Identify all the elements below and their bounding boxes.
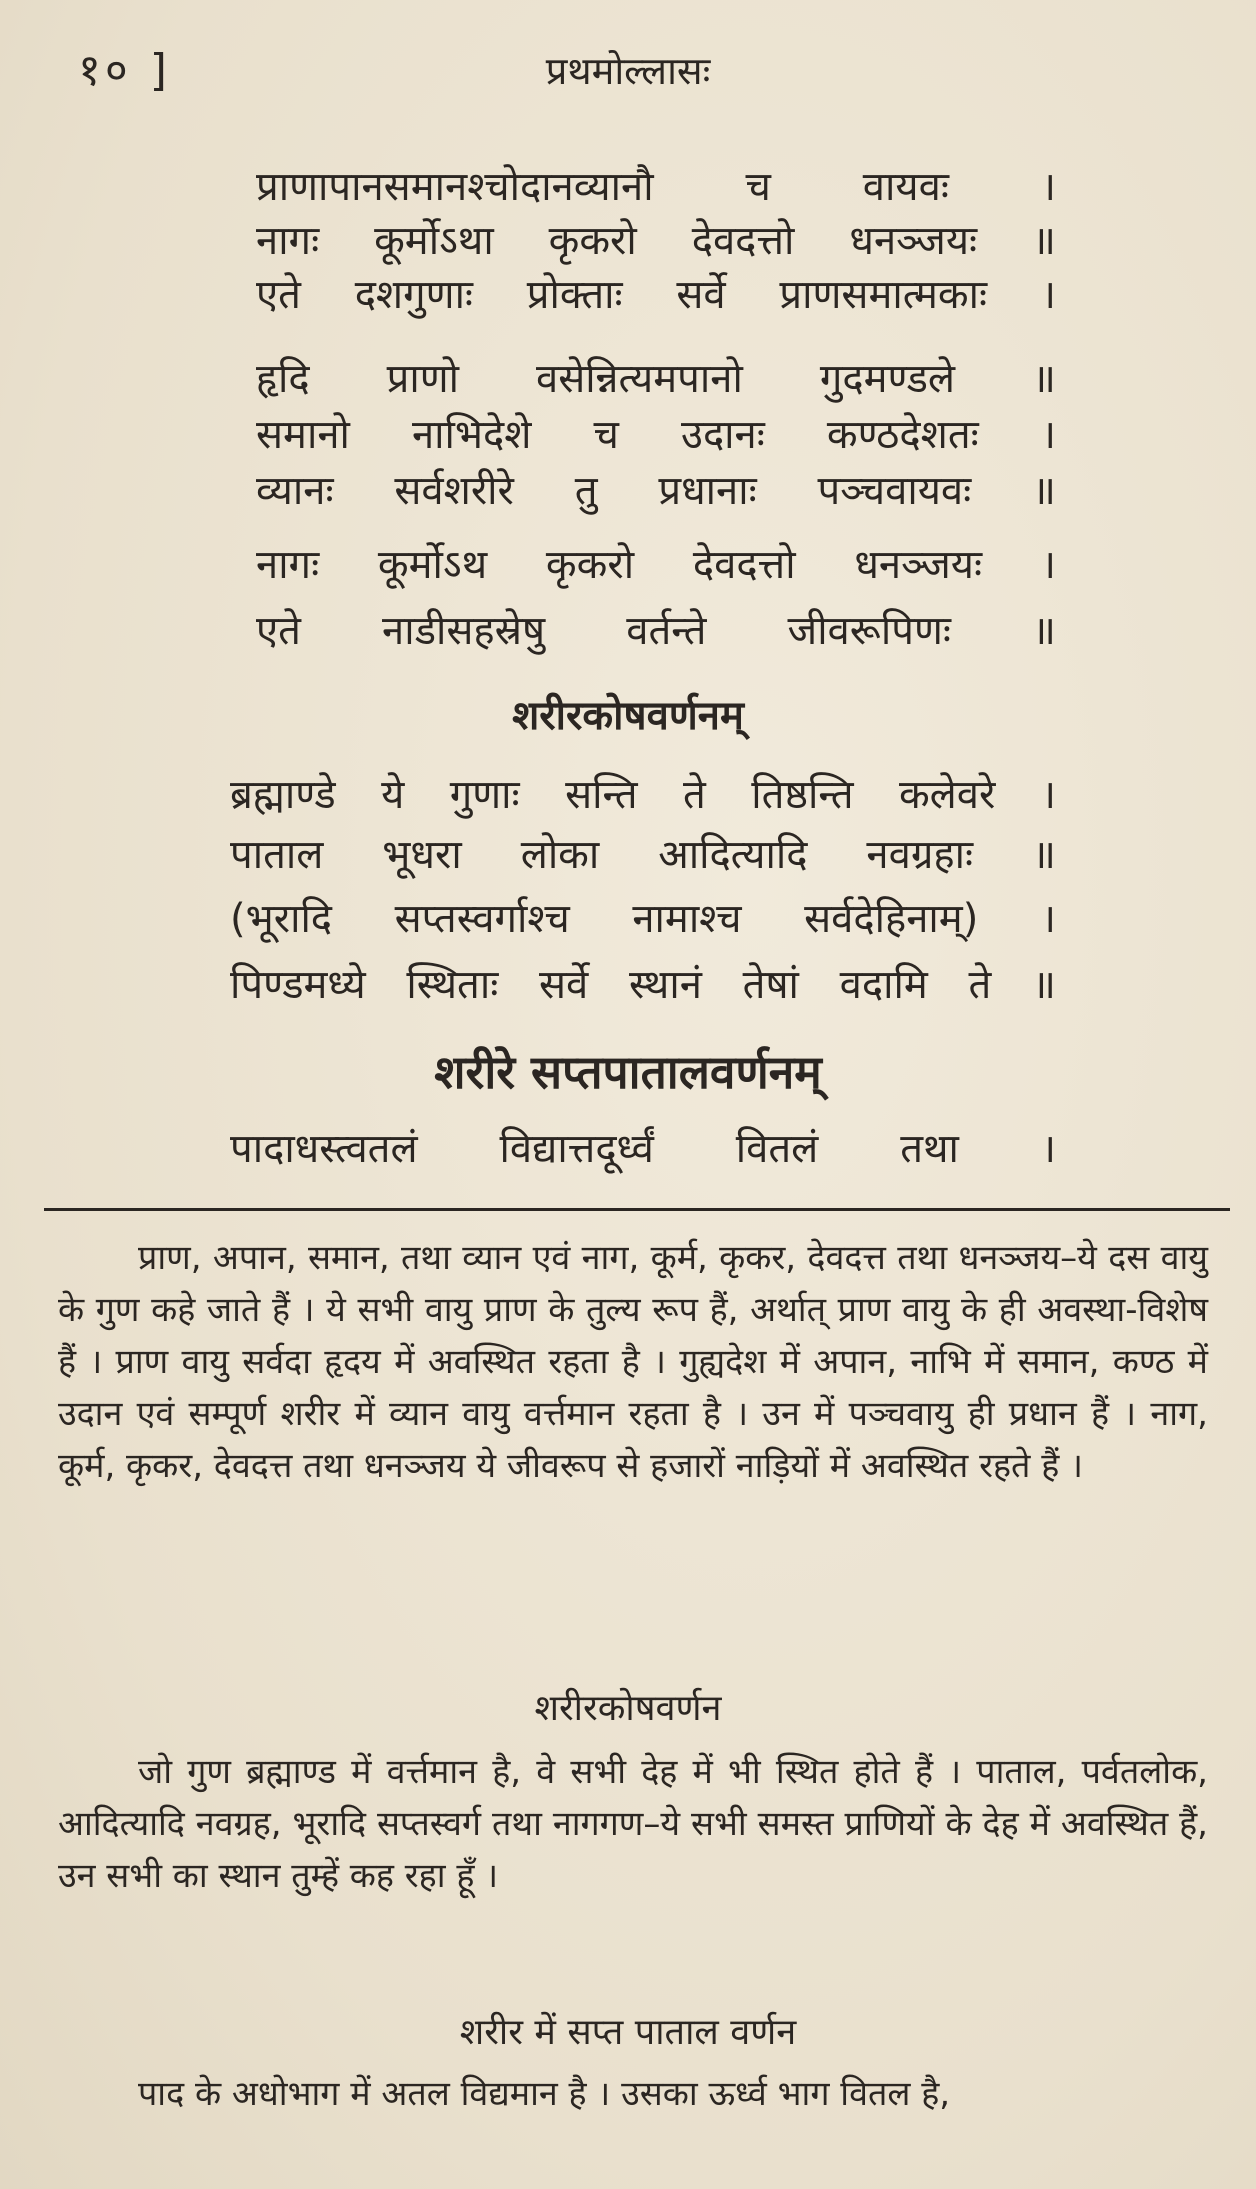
verse-line: ब्रह्माण्डे ये गुणाः सन्ति ते तिष्ठन्ति कलेवरे । <box>230 772 1056 818</box>
commentary-heading: शरीरकोषवर्णन <box>534 1688 722 1729</box>
commentary-paragraph <box>58 2068 1208 2120</box>
section-heading-sanskrit: शरीरकोषवर्णनम् <box>512 693 744 739</box>
commentary-text: प्राण, अपान, समान, तथा व्यान एवं नाग, कूर्म, कृकर, देवदत्त तथा धनञ्जय–ये दस वायु के गुण कहे जाते हैं । ये सभी वायु प्राण के तुल्य रूप हैं, अर्थात् प्राण वायु के ही अवस्था-विशेष हैं । प्राण वायु सर्वदा हृदय में अवस्थित रहता है । गुह्यदेश में अपान, नाभि में समान, कण्ठ में उदान एवं सम्पूर्ण शरीर में व्यान वायु वर्त्तमान रहता है । उन में पञ्चवायु ही प्रधान हैं । नाग, कूर्म, कृकर, देवदत्त तथा धनञ्जय ये जीवरूप से हजारों नाड़ियों में अवस्थित रहते हैं । <box>58 1238 1208 1486</box>
verse-line: नागः कूर्मोऽथ कृकरो देवदत्तो धनञ्जयः । <box>256 542 1056 588</box>
verse-line: नागः कूर्मोऽथा कृकरो देवदत्तो धनञ्जयः ॥ <box>256 218 1056 264</box>
verse-line: हृदि प्राणो वसेन्नित्यमपानो गुदमण्डले ॥ <box>256 356 1056 402</box>
commentary-paragraph <box>58 1232 1208 1492</box>
verse-line: प्राणापानसमानश्चोदानव्यानौ च वायवः । <box>256 164 1056 210</box>
section-heading-sanskrit: शरीरे सप्तपातालवर्णनम् <box>434 1045 822 1099</box>
verse-line: पिण्डमध्ये स्थिताः सर्वे स्थानं तेषां वदामि ते ॥ <box>230 962 1056 1008</box>
running-head: प्रथमोल्लासः <box>545 49 711 93</box>
divider-rule <box>44 1208 1230 1211</box>
commentary-text: पाद के अधोभाग में अतल विद्यमान है । उसका ऊर्ध्व भाग वितल है, <box>138 2074 951 2114</box>
verse-line: (भूरादि सप्तस्वर्गाश्च नामाश्च सर्वदेहिनाम्) । <box>230 896 1056 942</box>
commentary-paragraph <box>58 1746 1208 1902</box>
verse-line: व्यानः सर्वशरीरे तु प्रधानाः पञ्चवायवः ॥ <box>256 468 1056 514</box>
page-number: १० ] <box>78 45 171 96</box>
verse-line: पादाधस्त्वतलं विद्यात्तदूर्ध्वं वितलं तथा । <box>230 1126 1056 1172</box>
verse-line: एते नाडीसहस्रेषु वर्तन्ते जीवरूपिणः ॥ <box>256 608 1056 654</box>
commentary-text: जो गुण ब्रह्माण्ड में वर्त्तमान है, वे सभी देह में भी स्थित होते हैं । पाताल, पर्वतलोक, आदित्यादि नवग्रह, भूरादि सप्तस्वर्ग तथा नागगण–ये सभी समस्त प्राणियों के देह में अवस्थित हैं, उन सभी का स्थान तुम्हें कह रहा हूँ । <box>58 1752 1208 1896</box>
verse-line: समानो नाभिदेशे च उदानः कण्ठदेशतः । <box>256 412 1056 458</box>
commentary-heading: शरीर में सप्त पाताल वर्णन <box>459 2012 797 2053</box>
verse-line: पाताल भूधरा लोका आदित्यादि नवग्रहाः ॥ <box>230 832 1056 878</box>
verse-line: एते दशगुणाः प्रोक्ताः सर्वे प्राणसमात्मकाः । <box>256 272 1056 318</box>
